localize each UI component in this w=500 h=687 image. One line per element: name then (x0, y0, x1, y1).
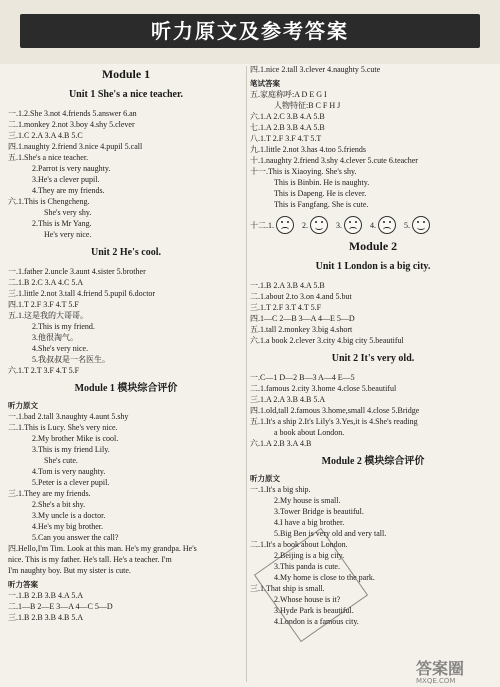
answer-line: This is Fangfang. She is cute. (274, 200, 369, 209)
answer-line: 四.1—C 2—B 3—A 4—E 5—D (250, 314, 355, 323)
answer-line: 十.1.naughty 2.friend 3.shy 4.clever 5.cute 6.teacher (250, 156, 418, 165)
answer-line: 三.1.little 2.not 3.tall 4.friend 5.pupil 6.doctor (8, 289, 156, 298)
script-line: 5.Peter is a clever pupil. (32, 478, 110, 487)
answer-line: 十一.This is Xiaoying. She's shy. (250, 167, 357, 176)
answer-line: 三.1.A 2.A 3.B 4.B 5.A (250, 395, 326, 404)
answer-line: 一.1.2.She 3.not 4.friends 5.answer 6.an (8, 109, 137, 118)
answer-line: 六.1.T 2.T 3.F 4.T 5.F (8, 366, 80, 375)
module1-title: Module 1 (101, 67, 151, 81)
m2-eval-title: Module 2 模块综合评价 (321, 456, 425, 467)
face-label: 4. (370, 220, 376, 230)
m1-eval-answers (8, 590, 244, 623)
page-title: 听力原文及参考答案 (151, 19, 349, 43)
answer-line: 二.1.about 2.to 3.on 4.and 5.but (250, 292, 352, 301)
script-line: 一.1.bad 2.tall 3.naughty 4.aunt 5.shy (8, 412, 129, 421)
m1-unit1-title: Unit 1 She's a nice teacher. (68, 89, 184, 100)
right-column (250, 64, 496, 684)
m1-eval-title: Module 1 模块综合评价 (74, 383, 178, 394)
answer-line: 5.我叔叔是一名医生。 (32, 355, 110, 364)
answer-line: 四.1.naughty 2.friend 3.nice 4.pupil 5.call (8, 142, 143, 151)
sad-face-icon (344, 216, 362, 234)
m1-unit1-answers (8, 108, 244, 240)
column-divider (246, 66, 247, 682)
script-line: 3.Hyde Park is beautiful. (274, 606, 354, 615)
script-line: I'm naughty boy. But my sister is cute. (8, 566, 131, 575)
answer-line: He's very nice. (44, 230, 92, 239)
left-column (8, 64, 244, 684)
face-label: 5. (404, 220, 410, 230)
m1-unit2-title: Unit 2 He's cool. (91, 247, 161, 258)
script-line: She's cute. (44, 456, 78, 465)
answer-line: This is Dapeng. He is clever. (274, 189, 367, 198)
answer-line: a book about London. (274, 428, 345, 437)
script-line: 一.1.It's a big ship. (250, 485, 311, 494)
answer-line: 七.1.A 2.B 3.B 4.A 5.B (250, 123, 325, 132)
answer-line: 三.1.B 2.B 3.B 4.B 5.A (8, 613, 84, 622)
m1-unit2-answers (8, 266, 244, 376)
module2-title: Module 2 (348, 239, 398, 253)
listening-script-label: 听力原文 (250, 474, 280, 483)
faces-answer-row (250, 214, 496, 236)
face-label: 3. (336, 220, 342, 230)
script-line: 4.I have a big brother. (274, 518, 345, 527)
face-item-1 (250, 216, 294, 234)
page-header (0, 0, 500, 64)
script-line: 四.Hello,I'm Tim. Look at this man. He's my grandpa. He's (8, 544, 197, 553)
answer-line: This is Binbin. He is naughty. (274, 178, 370, 187)
script-line: 二.1.This is Lucy. She's very nice. (8, 423, 118, 432)
answer-line: 五.家庭称呼:A D E G I (250, 90, 327, 99)
answer-line: 一.1.B 2.A 3.B 4.A 5.B (250, 281, 325, 290)
script-line: 2.She's a bit shy. (32, 500, 86, 509)
answer-line: 3.He's a clever pupil. (32, 175, 100, 184)
script-line: 2.My house is small. (274, 496, 341, 505)
face-label: 十二.1. (250, 220, 274, 230)
answer-line: 二.1.monkey 2.not 3.boy 4.shy 5.clever (8, 120, 135, 129)
answer-line: 六.1.A 2.B 3.A 4.B (250, 439, 312, 448)
m1-eval-script (8, 411, 244, 576)
answer-line: 四.1.T 2.F 3.F 4.T 5.F (8, 300, 79, 309)
written-answers (250, 89, 496, 210)
script-line: 5.Can you answer the call? (32, 533, 119, 542)
script-line: 2.Whose house is it? (274, 595, 341, 604)
answer-line: 五.1.tall 2.monkey 3.big 4.short (250, 325, 353, 334)
face-item-2 (302, 216, 328, 234)
corner-watermark-logo (416, 661, 496, 685)
answer-line: 人物特征:B C F H J (274, 101, 341, 110)
answer-line: 二.1—B 2—E 3—A 4—C 5—D (8, 602, 113, 611)
answer-line: 4.They are my friends. (32, 186, 105, 195)
answer-line: 五.1.这是我的大哥哥。 (8, 311, 88, 320)
answer-line: 二.1.B 2.C 3.A 4.C 5.A (8, 278, 84, 287)
script-line: nice. This is my father. He's tall. He's a teacher. I'm (8, 555, 172, 564)
answer-line: 五.1.It's a ship 2.It's Lily's 3.Yes,it is 4.She's reading (250, 417, 418, 426)
m2-unit2-answers (250, 372, 496, 449)
answer-line: 二.1.famous 2.city 3.home 4.close 5.beautiful (250, 384, 397, 393)
script-line: 3.My uncle is a doctor. (32, 511, 106, 520)
answer-line: 三.1.T 2.F 3.T 4.T 5.F (250, 303, 322, 312)
script-line: 4.London is a famous city. (274, 617, 359, 626)
script-line: 4.Tom is very naughty. (32, 467, 106, 476)
script-line: 三.1.That ship is small. (250, 584, 325, 593)
script-line: 2.Beijing is a big city. (274, 551, 345, 560)
answer-line: 六.1.A 2.C 3.B 4.A 5.B (250, 112, 325, 121)
m2-unit1-title: Unit 1 London is a big city. (315, 261, 431, 272)
m2-unit1-answers (250, 280, 496, 346)
script-line: 3.This is my friend Lily. (32, 445, 110, 454)
m2-unit2-title: Unit 2 It's very old. (331, 353, 415, 364)
listening-answers-label: 听力答案 (8, 580, 38, 589)
watermark-url: MXQE.COM (416, 677, 456, 685)
face-label: 2. (302, 220, 308, 230)
answer-line: She's very shy. (44, 208, 92, 217)
script-line: 2.My brother Mike is cool. (32, 434, 119, 443)
answer-line: 一.1.father 2.uncle 3.aunt 4.sister 5.brother (8, 267, 146, 276)
sad-face-icon (378, 216, 396, 234)
face-item-4 (370, 216, 396, 234)
face-item-5 (404, 216, 430, 234)
answer-line: 四.1.nice 2.tall 3.clever 4.naughty 5.cute (250, 65, 381, 74)
sad-face-icon (276, 216, 294, 234)
script-line: 4.My home is close to the park. (274, 573, 375, 582)
written-answers-label: 笔试答案 (250, 79, 280, 88)
answer-line: 八.1.T 2.F 3.F 4.T 5.T (250, 134, 322, 143)
script-line: 3.This panda is cute. (274, 562, 340, 571)
answer-line: 三.1.C 2.A 3.A 4.B 5.C (8, 131, 83, 140)
answer-line: 4.She's very nice. (32, 344, 89, 353)
answer-line: 2.This is Mr Yang. (32, 219, 92, 228)
watermark-text: 答案圈 (416, 659, 465, 678)
face-item-3 (336, 216, 362, 234)
script-line: 4.He's my big brother. (32, 522, 103, 531)
answer-line: 五.1.She's a nice teacher. (8, 153, 89, 162)
answer-line: 2.This is my friend. (32, 322, 95, 331)
answer-line: 2.Parrot is very naughty. (32, 164, 111, 173)
answer-line: 六.1.a book 2.clever 3.city 4.big city 5.beautiful (250, 336, 404, 345)
listening-script-label: 听力原文 (8, 401, 38, 410)
answer-line: 九.1.little 2.not 3.has 4.too 5.friends (250, 145, 366, 154)
script-line: 5.Big Ben is very old and very tall. (274, 529, 387, 538)
answer-line: 六.1.This is Chengcheng. (8, 197, 90, 206)
script-line: 二.1.It's a book about London. (250, 540, 348, 549)
script-line: 3.Tower Bridge is beautiful. (274, 507, 364, 516)
answer-line: 3.他很淘气。 (32, 333, 78, 342)
happy-face-icon (310, 216, 328, 234)
happy-face-icon (412, 216, 430, 234)
answer-line: 四.1.old,tall 2.famous 3.home,small 4.close 5.Bridge (250, 406, 420, 415)
answer-line: 一.1.B 2.B 3.B 4.A 5.A (8, 591, 84, 600)
script-line: 三.1.They are my friends. (8, 489, 91, 498)
title-bar (20, 14, 480, 48)
answer-line: 一.C—1 D—2 B—3 A—4 E—5 (250, 373, 355, 382)
